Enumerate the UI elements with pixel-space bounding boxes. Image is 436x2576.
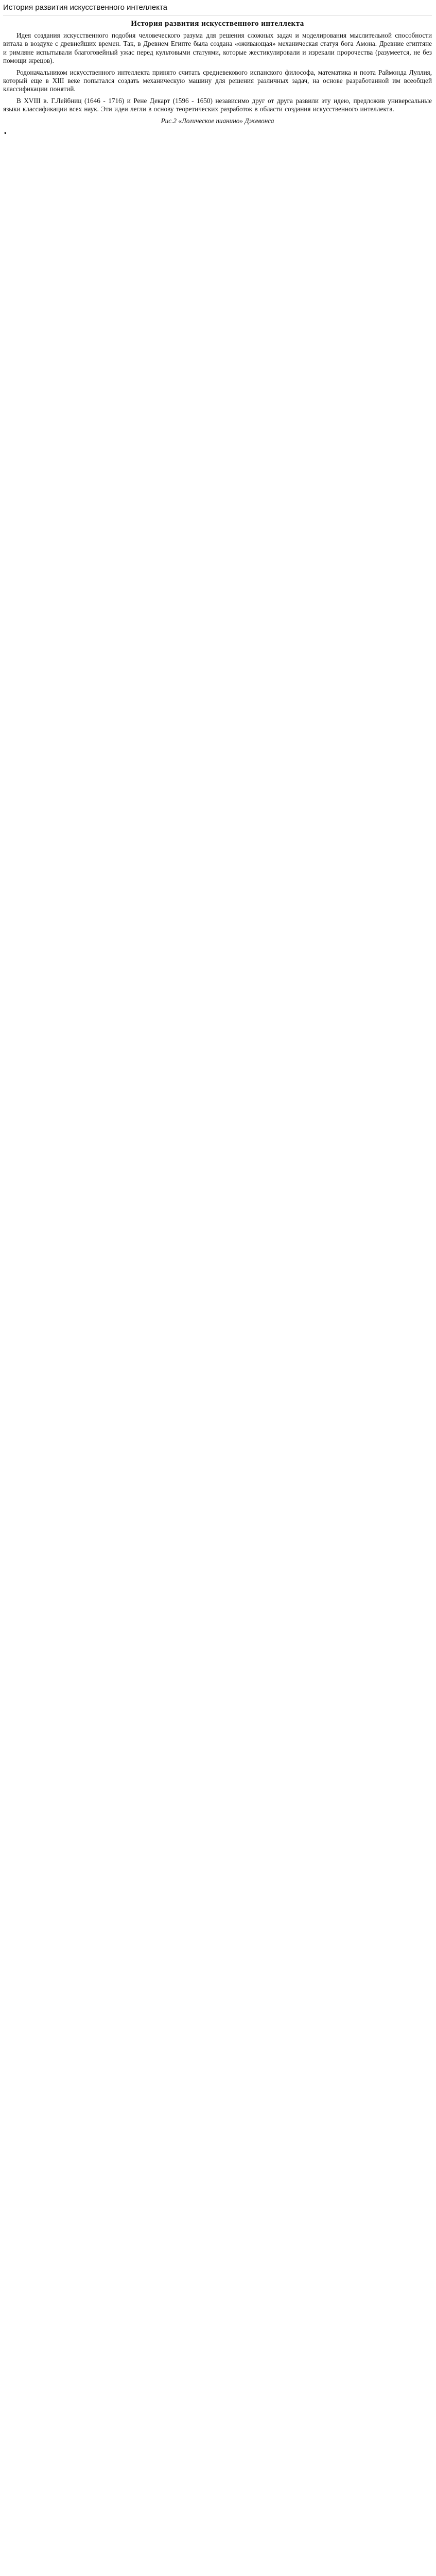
paragraph: Родоначальником искусственного интеллекта принято считать средневекового испанского философа, математика и поэта Раймонда Луллия, который еще в XIII веке попытался создать механическую машину для решения различных задач, на основе разработанной им всеобщей классификации понятий. — [3, 68, 432, 93]
paragraph: В XVIII в. Г.Лейбниц (1646 - 1716) и Рене Декарт (1596 - 1650) независимо друг от друга развили эту идею, предложив универсальные языки классификации всех наук. Эти идеи легли в основу теоретических разработок в области создания искусственного интеллекта. — [3, 96, 432, 113]
section-title-1: История развития искусственного интеллекта — [131, 20, 304, 28]
figure-caption: Рис.2 «Логическое пианино» Джевонса — [161, 116, 274, 125]
paragraph: Идея создания искусственного подобия человеческого разума для решения сложных задач и моделирования мыслительной способности витала в воздухе с древнейших времен. Так, в Древнем Египте была создана «оживающая» механическая статуя бога Амона. Древние египтяне и римляне испытывали благоговейный ужас перед культовыми статуями, которые жестикулировали и изрекали пророчества (разумеется, не без помощи жрецов). — [3, 31, 432, 65]
page-top-title: История развития искусственного интеллекта — [3, 3, 432, 15]
body-text — [3, 31, 432, 125]
